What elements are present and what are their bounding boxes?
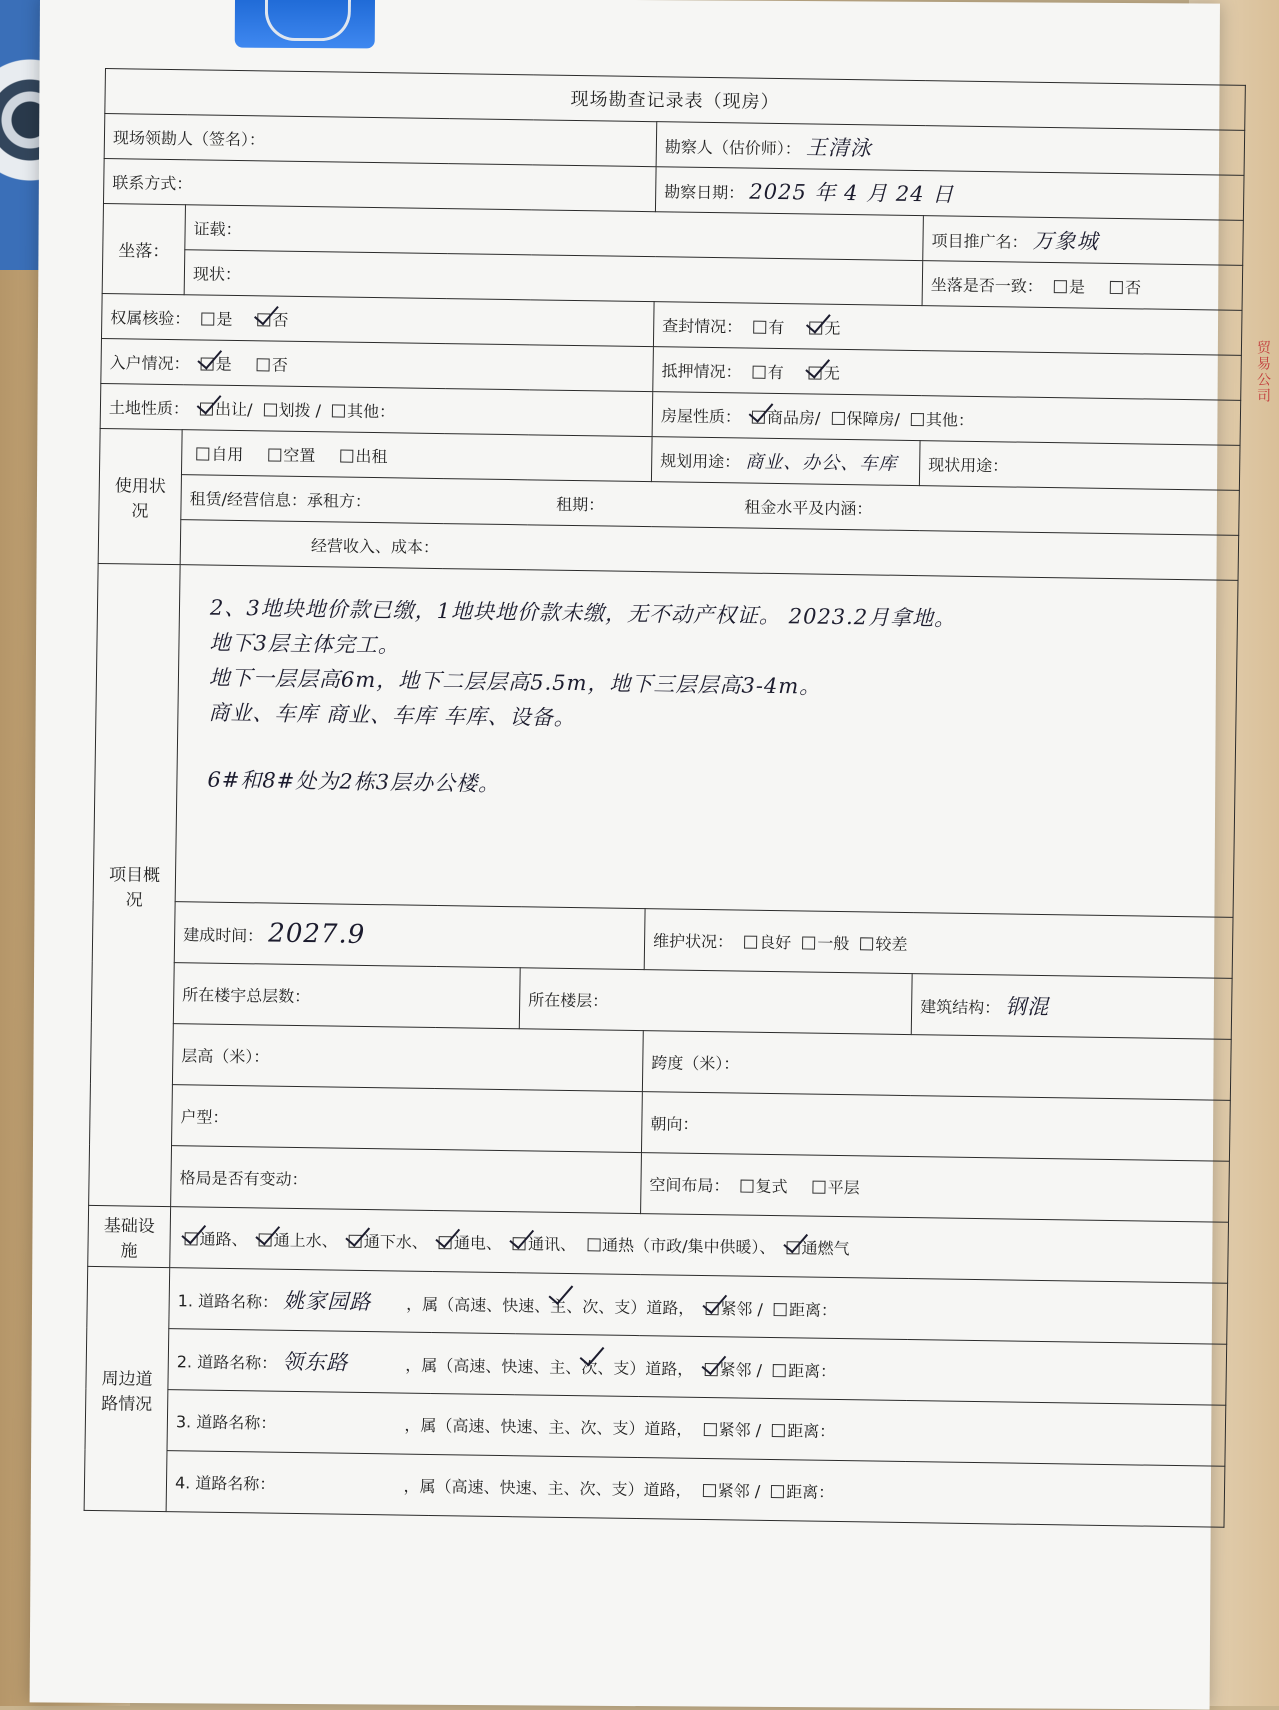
rent-label: 租金水平及内涵： [744, 497, 872, 518]
structure-value: 钢混 [1005, 994, 1049, 1019]
layout-change-cell [171, 1146, 642, 1214]
road-4-distance-checkbox[interactable] [771, 1485, 784, 1498]
house-nature-cell: 房屋性质： 商品房/ 保障房/ 其他： [652, 392, 1241, 446]
house-nature-label: 房屋性质： [661, 406, 741, 426]
infra-heating-checkbox[interactable] [587, 1238, 600, 1251]
overview-note-line: 6#和8#处为2栋3层办公楼。 [207, 770, 1204, 806]
usage-section-label: 使用状况 [98, 428, 182, 564]
road-row-3: 3. 道路名称： ，属（高速、快速、主、次、支）道路， 紧邻 / 距离： [167, 1390, 1226, 1467]
location-match-cell: 坐落是否一致： 是 否 [922, 261, 1243, 311]
current-use-label: 现状用途： [928, 455, 1008, 475]
binder-clip-wire [265, 0, 351, 41]
road-4-name [280, 1489, 398, 1491]
entry-yes-checkbox-checked[interactable] [201, 357, 214, 370]
project-name-cell [923, 216, 1244, 266]
road-1-main-checked: 主 [550, 1294, 566, 1317]
seal-label: 查封情况： [662, 316, 742, 336]
maintenance-fair-checkbox[interactable] [802, 936, 815, 949]
contact-cell [103, 158, 656, 211]
floor-label: 所在楼层： [528, 990, 608, 1010]
road-2-adjacent-checkbox-checked[interactable] [704, 1363, 717, 1376]
lead-surveyor-label: 现场领勘人（签名）： [113, 128, 265, 149]
planned-use-label: 规划用途： [660, 451, 740, 471]
location-match-yes-checkbox[interactable] [1054, 280, 1067, 293]
ownership-label: 权属核验： [110, 308, 190, 328]
mortgage-have-checkbox[interactable] [753, 365, 766, 378]
built-time-label: 建成时间： [183, 925, 263, 945]
maintenance-poor-checkbox[interactable] [860, 937, 873, 950]
land-nature-cell: 土地性质： 出让/ 划拨 / 其他： [100, 383, 653, 436]
structure-cell [911, 974, 1232, 1040]
infra-gas-checkbox-checked[interactable] [787, 1241, 800, 1254]
road-2-name: 领东路 [282, 1346, 400, 1378]
house-commercial-checkbox-checked[interactable] [752, 410, 765, 423]
road-4-adjacent-checkbox[interactable] [703, 1484, 716, 1497]
floor-height-label: 层高（米）： [181, 1046, 269, 1066]
house-other-checkbox[interactable] [911, 412, 924, 425]
infra-telecom-checkbox-checked[interactable] [513, 1237, 526, 1250]
location-match-no-checkbox[interactable] [1110, 280, 1123, 293]
house-affordable-checkbox[interactable] [831, 411, 844, 424]
maintenance-label: 维护状况： [653, 931, 733, 951]
overview-note-line: 地下一层层高6m，地下二层层高5.5m，地下三层层高3-4m。 [209, 668, 1206, 704]
space-layout-cell: 空间布局： 复式 平层 [641, 1153, 1230, 1223]
ownership-no-checkbox-checked[interactable] [257, 313, 270, 326]
infra-road-checkbox-checked[interactable] [185, 1232, 198, 1245]
floor-height-cell [172, 1024, 643, 1092]
overview-note-line: 地下3层主体完工。 [209, 633, 1206, 669]
usage-rented-checkbox[interactable] [340, 449, 353, 462]
unit-type-label: 户型： [180, 1107, 228, 1127]
span-label: 跨度（米）： [651, 1053, 739, 1073]
orientation-label: 朝向： [650, 1114, 698, 1134]
layout-change-label: 格局是否有变动： [179, 1168, 307, 1189]
road-3-adjacent-checkbox[interactable] [704, 1423, 717, 1436]
space-flat-checkbox[interactable] [813, 1180, 826, 1193]
orientation-cell [641, 1092, 1230, 1162]
current-use-cell [919, 441, 1240, 491]
infra-power-checkbox-checked[interactable] [439, 1236, 452, 1249]
project-name-label: 项目推广名： [931, 231, 1027, 251]
entry-no-checkbox[interactable] [257, 358, 270, 371]
road-row-1: 1. 道路名称： 姚家园路 ，属（高速、快速、主、次、支）道路， 紧邻 / 距离： [169, 1268, 1228, 1345]
land-allocated-checkbox[interactable] [263, 403, 276, 416]
total-floors-label: 所在楼宇总层数： [182, 985, 310, 1006]
location-section-label: 坐落： [102, 203, 185, 294]
ownership-yes-checkbox[interactable] [201, 312, 214, 325]
survey-form [84, 68, 1245, 1528]
floor-cell [519, 968, 912, 1035]
lead-surveyor-cell [104, 114, 657, 167]
status-label: 现状： [193, 264, 241, 284]
ownership-cell: 权属核验： 是 否 [101, 293, 654, 346]
road-2-minor-checked: 次 [581, 1355, 597, 1378]
span-cell [642, 1031, 1231, 1101]
survey-date-label: 勘察日期： [664, 182, 744, 202]
planned-use-value: 商业、办公、车库 [745, 452, 897, 475]
survey-date-value: 2025 年 4 月 24 日 [749, 180, 954, 207]
road-row-2: 2. 道路名称： 领东路 ，属（高速、快速、主、次、支）道路， 紧邻 / 距离： [168, 1329, 1227, 1406]
road-3-distance-checkbox[interactable] [772, 1424, 785, 1437]
mortgage-none-checkbox-checked[interactable] [809, 366, 822, 379]
maintenance-cell: 维护状况： 良好 一般 较差 [644, 909, 1233, 979]
usage-vacant-checkbox[interactable] [268, 448, 281, 461]
land-nature-label: 土地性质： [109, 398, 189, 418]
lease-term-label: 租期： [556, 494, 604, 514]
seal-cell: 查封情况： 有 无 [653, 302, 1242, 356]
entry-label: 入户情况： [109, 353, 189, 373]
total-floors-cell [173, 963, 520, 1029]
unit-type-cell [172, 1085, 643, 1153]
space-duplex-checkbox[interactable] [741, 1179, 754, 1192]
road-3-name [281, 1428, 399, 1430]
infra-options-cell: 通路、 通上水、 通下水、 通电、 通讯、 通热（市政/集中供暖）、 通燃气 [170, 1207, 1229, 1284]
mortgage-label: 抵押情况： [661, 361, 741, 381]
overview-section-label: 项目概况 [89, 563, 181, 1206]
usage-self-checkbox[interactable] [196, 447, 209, 460]
planned-use-cell [651, 437, 920, 486]
contact-label: 联系方式： [112, 173, 192, 193]
form-title: 现场勘查记录表（现房） [105, 69, 1246, 131]
overview-note-line: 商业、车库 商业、车库 车库、设备。 [208, 703, 1205, 739]
seal-have-checkbox[interactable] [753, 320, 766, 333]
usage-options-cell: 自用 空置 出租 [181, 430, 652, 482]
space-layout-label: 空间布局： [649, 1175, 729, 1195]
background-stamp-text: 贸易公司 [1253, 340, 1273, 404]
project-name-value: 万象城 [1032, 229, 1098, 254]
entry-cell: 入户情况： 是 否 [101, 338, 654, 391]
cert-label: 证载： [193, 219, 241, 239]
infra-section-label: 基础设施 [88, 1205, 171, 1267]
surveyor-label: 勘察人（估价师）： [665, 137, 801, 158]
overview-notes [175, 565, 1238, 918]
seal-none-checkbox-checked[interactable] [809, 321, 822, 334]
structure-label: 建筑结构： [920, 997, 1000, 1017]
land-granted-checkbox-checked[interactable] [200, 402, 213, 415]
built-time-cell [174, 902, 645, 970]
roads-section-label: 周边道路情况 [84, 1266, 170, 1511]
mortgage-cell: 抵押情况： 有 无 [653, 347, 1242, 401]
surveyor-signature: 王清泳 [806, 135, 872, 160]
built-time-value: 2027.9 [268, 919, 365, 950]
infra-drainage-checkbox-checked[interactable] [349, 1234, 362, 1247]
infra-water-supply-checkbox-checked[interactable] [259, 1233, 272, 1246]
maintenance-good-checkbox[interactable] [744, 935, 757, 948]
road-1-name: 姚家园路 [283, 1285, 401, 1317]
road-1-distance-checkbox[interactable] [774, 1303, 787, 1316]
form-table [84, 68, 1246, 1528]
lease-info-label: 租赁/经营信息：承租方： [189, 489, 371, 511]
location-match-label: 坐落是否一致： [931, 275, 1043, 296]
overview-note-line: 2、3地块地价款已缴，1地块地价款未缴，无不动产权证。 2023.2月拿地。 [210, 598, 1207, 634]
road-row-4: 4. 道路名称： ，属（高速、快速、主、次、支）道路， 紧邻 / 距离： [166, 1451, 1225, 1528]
land-other-checkbox[interactable] [332, 404, 345, 417]
road-1-adjacent-checkbox-checked[interactable] [705, 1302, 718, 1315]
road-2-distance-checkbox[interactable] [773, 1364, 786, 1377]
income-label: 经营收入、成本： [311, 536, 439, 557]
